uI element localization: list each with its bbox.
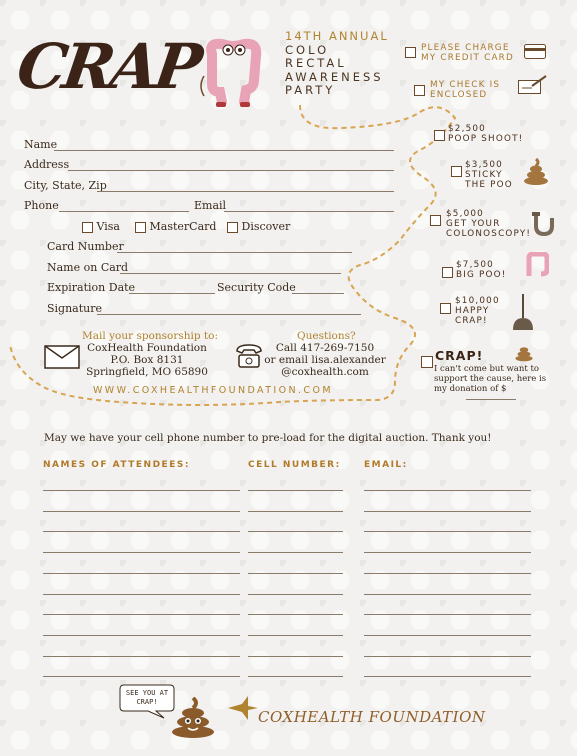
colon-mascot-icon [198,36,268,112]
check-pen-icon [518,74,548,96]
tier-10000-checkbox[interactable] [440,303,451,314]
phone-field[interactable] [59,210,189,212]
event-line-4: AWARENESS [285,69,384,84]
questions-line-1: Call 417-269-7150 [275,342,375,354]
event-line-2: COLO [285,42,330,57]
mastercard-label: MasterCard [149,220,217,233]
attendee-name-line[interactable] [43,635,240,636]
attendee-email-line[interactable] [364,594,531,595]
questions-line-3: @coxhealth.com [281,366,369,378]
event-line-5: PARTY [285,83,336,97]
name-label: Name [24,138,58,151]
check-checkbox[interactable] [414,85,425,96]
tier-7500-option[interactable] [442,262,453,281]
attendee-email-line[interactable] [364,676,531,677]
attendee-cell-line[interactable] [248,552,343,553]
mail-line-3: Springfield, MO 65890 [86,366,208,378]
discover-label: Discover [241,220,291,233]
col-cell-header: CELL NUMBER: [248,460,341,470]
attendee-cell-line[interactable] [248,511,343,512]
mail-line-2: P.O. Box 8131 [110,354,184,366]
card-mastercard[interactable] [135,220,216,233]
col-email-header: EMAIL: [364,460,408,470]
phone-label: Phone [24,199,59,212]
tier-5000-option[interactable] [430,210,441,229]
tier-3500-option[interactable] [451,161,462,180]
crap-donation-option[interactable] [421,351,433,370]
charge-card-checkbox[interactable] [405,47,416,58]
tier-2500-option[interactable] [434,125,445,144]
tier-10000-option[interactable] [440,298,451,317]
address-label: Address [24,158,70,171]
attendee-cell-line[interactable] [248,676,343,677]
attendee-name-line[interactable] [43,511,240,512]
website-link[interactable]: WWW.COXHEALTHFOUNDATION.COM [93,385,333,396]
name-on-card-label: Name on Card [47,261,129,274]
questions-title: Questions? [297,330,356,342]
col-names-header: NAMES OF ATTENDEES: [43,460,190,470]
phone-icon [234,343,264,369]
city-label: City, State, Zip [24,179,107,192]
attendee-email-line[interactable] [364,656,531,657]
attendee-name-line[interactable] [43,594,240,595]
mastercard-checkbox[interactable] [135,222,146,233]
name-field[interactable] [54,149,394,151]
speech-bubble-text: SEE YOU AT CRAP! [125,689,169,706]
event-line-3: RECTAL [285,56,347,70]
charge-card-label: PLEASE CHARGE MY CREDIT CARD [421,43,514,63]
card-visa[interactable] [82,220,120,233]
colon-icon [525,252,549,278]
name-on-card-field[interactable] [120,272,341,274]
attendee-email-line[interactable] [364,614,531,615]
visa-checkbox[interactable] [82,222,93,233]
attendee-name-line[interactable] [43,531,240,532]
attendee-cell-line[interactable] [248,656,343,657]
attendee-email-line[interactable] [364,635,531,636]
attendee-cell-line[interactable] [248,531,343,532]
event-line-1: 14TH ANNUAL [285,29,389,43]
coxhealth-brand: COXHEALTH FOUNDATION [258,708,486,726]
plunger-icon [510,292,536,332]
tier-5000-label: $5,000 GET YOUR COLONOSCOPY! [446,209,532,239]
tier-2500-checkbox[interactable] [434,130,445,141]
pipe-icon [532,212,556,240]
attendee-cell-line[interactable] [248,594,343,595]
attendee-name-line[interactable] [43,490,240,491]
mail-title: Mail your sponsorship to: [82,330,219,342]
attendee-email-line[interactable] [364,531,531,532]
attendee-cell-line[interactable] [248,614,343,615]
tier-7500-label: $7,500 BIG POO! [456,260,507,280]
city-field[interactable] [97,190,394,192]
tier-5000-checkbox[interactable] [430,215,441,226]
event-title [285,30,389,98]
email-field[interactable] [224,210,394,212]
crap-donation-label: CRAP! [435,348,484,363]
crap-donation-checkbox[interactable] [421,356,433,368]
small-poo-icon [512,342,536,362]
tier-3500-label: $3,500 STICKY THE POO [465,160,513,190]
discover-checkbox[interactable] [227,222,238,233]
card-discover[interactable] [227,220,290,233]
security-code-label: Security Code [217,281,296,294]
envelope-icon [44,345,80,369]
attendee-cell-line[interactable] [248,490,343,491]
questions-contact [262,342,388,378]
attendee-cell-line[interactable] [248,635,343,636]
check-option[interactable] [414,80,425,99]
signature-field[interactable] [97,313,361,315]
attendee-name-line[interactable] [43,614,240,615]
signature-label: Signature [47,302,103,315]
questions-line-2: or email lisa.alexander [264,354,386,366]
attendee-email-line[interactable] [364,490,531,491]
tier-3500-checkbox[interactable] [451,166,462,177]
attendee-name-line[interactable] [43,676,240,677]
attendee-name-line[interactable] [43,552,240,553]
charge-card-option[interactable] [405,42,416,61]
attendee-email-line[interactable] [364,573,531,574]
email-label: Email [194,199,227,212]
attendee-email-line[interactable] [364,511,531,512]
attendee-cell-line[interactable] [248,573,343,574]
security-code-field[interactable] [292,292,344,294]
mail-address [84,342,210,378]
mail-line-1: CoxHealth Foundation [87,342,207,354]
expiration-label: Expiration Date [47,281,136,294]
crap-logo: CRAP [12,30,203,103]
attendee-email-line[interactable] [364,552,531,553]
expiration-field[interactable] [129,292,215,294]
tier-7500-checkbox[interactable] [442,267,453,278]
card-number-label: Card Number [47,240,124,253]
card-number-field[interactable] [117,251,352,253]
check-label: MY CHECK IS ENCLOSED [430,80,501,100]
credit-card-icon [524,44,546,59]
attendee-name-line[interactable] [43,656,240,657]
coxhealth-logo-icon [226,694,260,722]
tier-10000-label: $10,000 HAPPY CRAP! [455,296,500,326]
address-field[interactable] [68,169,394,171]
visa-label: Visa [96,220,120,233]
poo-mascot-icon [170,697,216,739]
crap-donation-text: I can't come but want to support the cause, here is my donation of $ [434,364,547,394]
poo-icon [522,158,550,186]
tier-2500-label: $2,500 POOP SHOOT! [448,124,524,144]
donation-amount-line[interactable] [466,398,516,400]
attendee-name-line[interactable] [43,573,240,574]
cell-note: May we have your cell phone number to pre-load for the digital auction. Thank you! [44,432,492,444]
